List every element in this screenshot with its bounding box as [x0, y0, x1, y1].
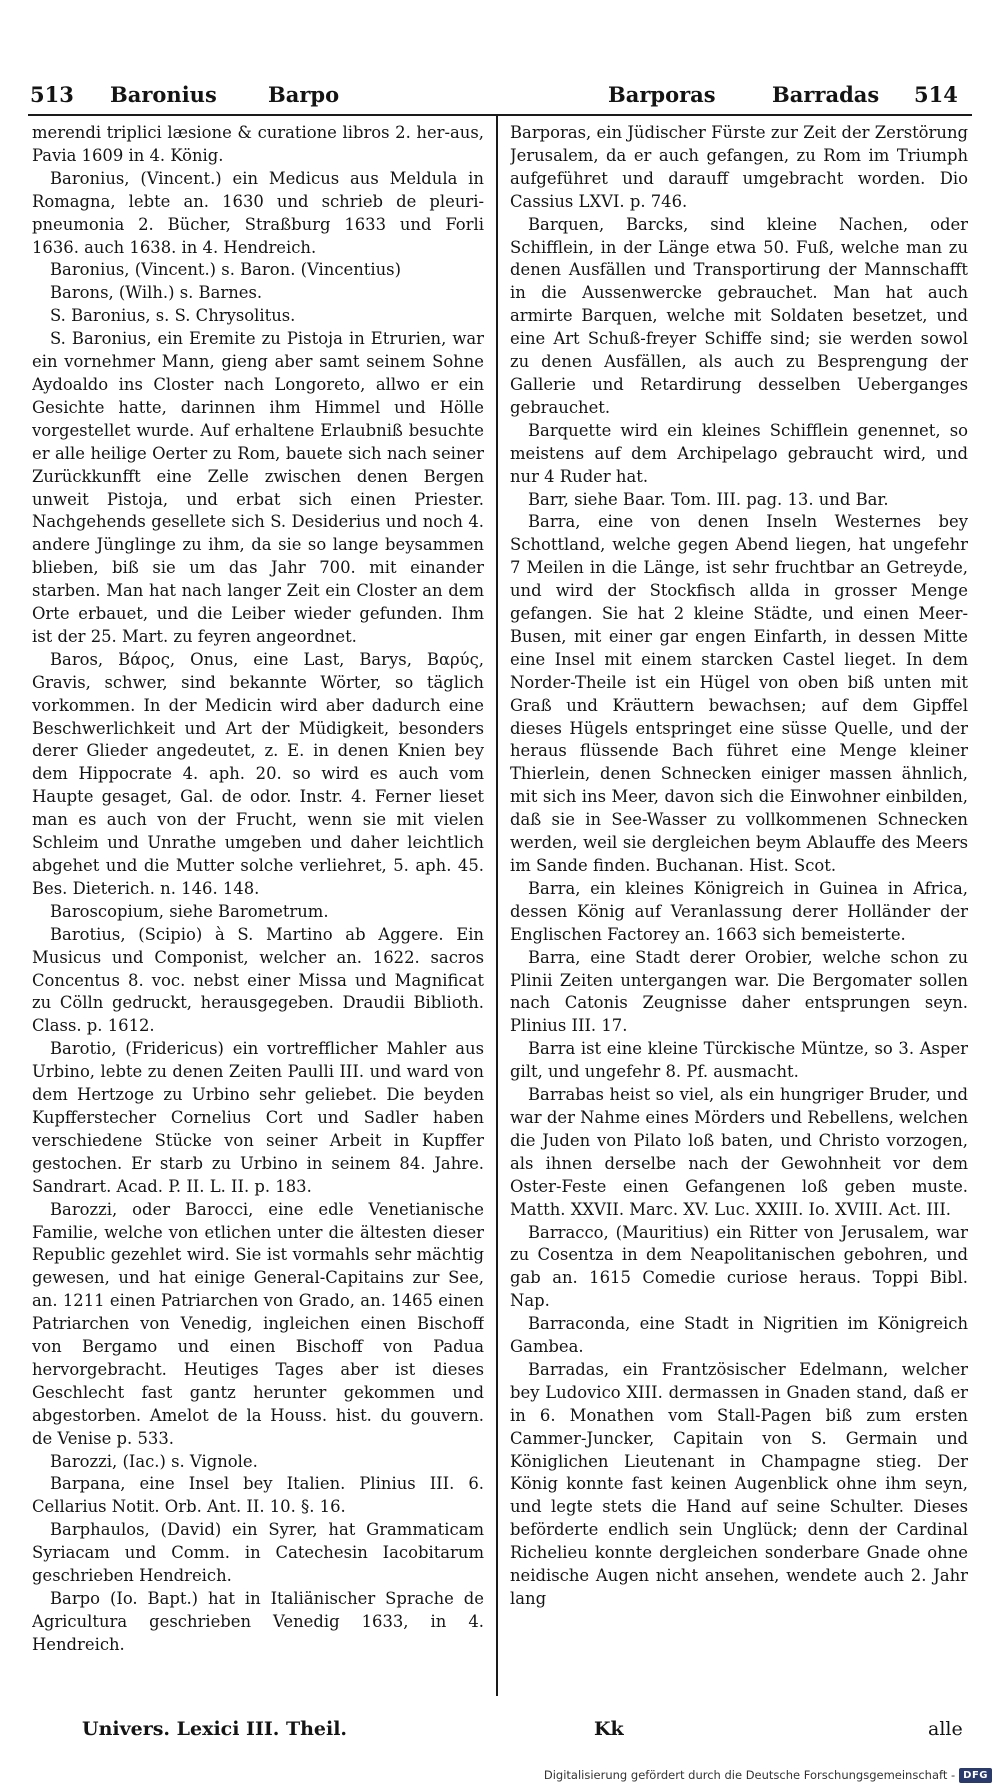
lexicon-entry: Barphaulos, (David) ein Syrer, hat Grammaticam Syriacam und Comm. in Catechesin Iacobitarum geschrieben Hendreich.	[32, 1520, 484, 1586]
left-column	[32, 122, 484, 1682]
header-word-barradas: Barradas	[772, 82, 880, 107]
lexicon-entry: Barra, eine von denen Inseln Westernes bey Schottland, welche gegen Abend liegen, hat ungefehr 7 Meilen in die Länge, ist sehr fruchtbar an Getreyde, und wird der Stockfisch allda in grosser Menge gefangen. Sie hat 2 kleine Städte, und einen Meer-Busen, mit einer gar engen Einfarth, in dessen Mitte eine Insel mit einem starcken Castel lieget. In dem Norder-Theile ist ein Hügel von oben biß unten mit Graß und Kräuttern bewachsen; auf dem Gipffel dieses Hügels entspringet eine süsse Quelle, und der heraus flüssende Bach führet eine Menge kleiner Thierlein, denen Schnecken einiger massen ähnlich, mit sich ins Meer, davon sich die Einwohner einbilden, daß sie in See-Wasser zu vollkommenen Schnecken werden, weil sie dergleichen beym Ablauffe des Meers im Sande finden. Buchanan. Hist. Scot.	[510, 512, 968, 875]
lexicon-entry: Barotio, (Fridericus) ein vortrefflicher Mahler aus Urbino, lebte zu denen Zeiten Paulli III. und ward von dem Hertzoge zu Urbino sehr geliebet. Die beyden Kupfferstecher Cornelius Cort und Sadler haben verschiedene Stücke von seiner Arbeit in Kupffer gestochen. Er starb zu Urbino in seinem 84. Jahre. Sandrart. Acad. P. II. L. II. p. 183.	[32, 1039, 484, 1196]
lexicon-entry: Baroscopium, siehe Barometrum.	[50, 901, 329, 921]
lexicon-entry: Barquette wird ein kleines Schifflein genennet, so meistens auf dem Archipelago gebraucht wird, und nur 4 Ruder hat.	[510, 420, 968, 486]
running-header	[28, 78, 972, 116]
lexicon-entry: Barra, ein kleines Königreich in Guinea in Africa, dessen König auf Veranlassung derer Holländer der Englischen Factorey an. 1663 sich bemeisterte.	[510, 878, 968, 944]
lexicon-entry: Baronius, (Vincent.) s. Baron. (Vincentius)	[50, 260, 401, 280]
lexicon-entry: Barpo (Io. Bapt.) hat in Italiänischer Sprache de Agricultura geschrieben Venedig 1633, in 4. Hendreich.	[32, 1589, 484, 1654]
column-divider	[496, 116, 498, 1696]
lexicon-entry: Barra ist eine kleine Türckische Müntze, so 3. Asper gilt, und ungefehr 8. Pf. ausmacht.	[510, 1039, 968, 1082]
lexicon-entry: Barraconda, eine Stadt in Nigritien im Königreich Gambea.	[510, 1314, 968, 1357]
lexicon-entry: Barozzi, (Iac.) s. Vignole.	[50, 1451, 258, 1471]
page-footer	[28, 1718, 972, 1748]
page-number-right: 514	[914, 82, 958, 107]
signature-line: Univers. Lexici III. Theil.	[82, 1718, 348, 1740]
lexicon-entry: S. Baronius, s. S. Chrysolitus.	[50, 306, 296, 326]
scanned-page	[28, 78, 972, 1740]
lexicon-entry: Baronius, (Vincent.) ein Medicus aus Meldula in Romagna, lebte an. 1630 und schrieb de pleuri-pneumonia 2. Bücher, Straßburg 1633 und Forli 1636. auch 1638. in 4. Hendreich.	[32, 168, 484, 257]
header-word-barpo: Barpo	[268, 82, 340, 107]
header-rule	[28, 114, 972, 116]
digitization-credit	[544, 1765, 992, 1785]
lexicon-entry: Barquen, Barcks, sind kleine Nachen, oder Schifflein, in der Länge etwa 50. Fuß, welche man zu denen Ausfällen und Transportirung der Mannschafft in die Aussenwercke gebrauchet. Man hat auch armirte Barquen, welche mit Soldaten besetzet, und eine Art Schuß-freyer Schiffe sind; sie werden sowol zu denen Ausfällen, als auch zu Besprengung der Gallerie und Retardirung desselben Ueberganges gebrauchet.	[510, 214, 968, 417]
header-word-barporas: Barporas	[608, 82, 716, 107]
lexicon-entry: Barpana, eine Insel bey Italien. Plinius III. 6. Cellarius Notit. Orb. Ant. II. 10. §. 16.	[32, 1474, 484, 1517]
lexicon-entry: Barons, (Wilh.) s. Barnes.	[50, 283, 263, 303]
lexicon-entry: Barracco, (Mauritius) ein Ritter von Jerusalem, war zu Cosentza in dem Neapolitanischen gebohren, und gab an. 1615 Comedie curiose heraus. Toppi Bibl. Nap.	[510, 1222, 968, 1311]
dfg-logo: DFG	[959, 1768, 992, 1783]
page-number-left: 513	[30, 82, 74, 107]
lexicon-entry: Barotius, (Scipio) à S. Martino ab Aggere. Ein Musicus und Componist, welcher an. 1622. sacros Concentus 8. voc. nebst einer Missa und Magnificat zu Cölln gedruckt, herausgegeben. Draudii Biblioth. Class. p. 1612.	[32, 924, 484, 1036]
lexicon-entry: Barporas, ein Jüdischer Fürste zur Zeit der Zerstörung Jerusalem, da er auch gefangen, zu Rom im Triumph aufgeführet und darauff umgebracht worden. Dio Cassius LXVI. p. 746.	[510, 123, 968, 211]
lexicon-entry: Barozzi, oder Barocci, eine edle Venetianische Familie, welche von etlichen unter die ältesten dieser Republic gezehlet wird. Sie ist vormahls sehr mächtig gewesen, und hat einige General-Capitains zur See, an. 1211 einen Patriarchen von Grado, an. 1465 einen Patriarchen von Venedig, ingleichen einen Bischoff von Bergamo und einen Bischoff von Padua hervorgebracht. Heutiges Tages aber ist dieses Geschlecht fast gantz herunter gekommen und abgestorben. Amelot de la Houss. hist. du gouvern. de Venise p. 533.	[32, 1199, 484, 1448]
header-word-baronius: Baronius	[110, 82, 217, 107]
lexicon-entry: S. Baronius, ein Eremite zu Pistoja in Etrurien, war ein vornehmer Mann, gieng aber samt seinem Sohne Aydoaldo ins Closter nach Longoreto, allwo er ein Gesichte hatte, darinnen ihm Himmel und Hölle vorgestellet wurde. Auf erhaltene Erlaubniß besuchte er alle heilige Oerter zu Rom, bauete sich nach seiner Zurückkunfft eine Zelle zwischen denen Bergen unweit Pistoja, und erbat sich einen Priester. Nachgehends gesellete sich S. Desiderius und noch 4. andere Jünglinge zu ihm, da sie so lange beysammen blieben, biß sie um das Jahr 700. mit einander starben. Man hat nach langer Zeit ein Closter an dem Orte erbauet, und die Leiber wieder gefunden. Ihm ist der 25. Mart. zu feyren angeordnet.	[32, 329, 484, 646]
lexicon-entry: Barr, siehe Baar. Tom. III. pag. 13. und Bar.	[528, 489, 889, 509]
lexicon-entry: Barrabas heist so viel, als ein hungriger Bruder, und war der Nahme eines Mörders und Rebellens, welchen die Juden von Pilato loß baten, und Christo vorzogen, als ihnen derselbe nach der Gewohnheit vor dem Oster-Feste einen Gefangenen loß geben muste. Matth. XXVII. Marc. XV. Luc. XXIII. Io. XVIII. Act. III.	[510, 1085, 968, 1219]
lexicon-entry: merendi triplici læsione & curatione libros 2. her-aus, Pavia 1609 in 4. König.	[32, 123, 484, 165]
digitization-text: Digitalisierung gefördert durch die Deutsche Forschungsgemeinschaft -	[543, 1768, 956, 1782]
lexicon-entry: Baros, Βάρος, Onus, eine Last, Barys, Βαρύς, Gravis, schwer, sind bekannte Wörter, so täglich vorkommen. In der Medicin wird aber dadurch eine Beschwerlichkeit und Art der Müdigkeit, besonders derer Glieder angedeutet, z. E. in denen Knien bey dem Hippocrate 4. aph. 20. so wird es auch vom Haupte gesaget, Gal. de odor. Instr. 4. Ferner lieset man es auch von der Frucht, wenn sie mit vielen Schleim und Unrathe umgeben und daher leichtlich abgehet und die Mutter solche verliehret, 5. aph. 45. Bes. Dieterich. n. 146. 148.	[32, 649, 484, 898]
lexicon-entry: Barra, eine Stadt derer Orobier, welche schon zu Plinii Zeiten untergangen war. Die Bergomater sollen nach Catonis Zeugnisse daher entsprungen seyn. Plinius III. 17.	[510, 947, 968, 1036]
right-column	[510, 122, 968, 1682]
lexicon-entry: Barradas, ein Frantzösischer Edelmann, welcher bey Ludovico XIII. dermassen in Gnaden stand, daß er in 6. Monathen vom Stall-Pagen biß zum ersten Cammer-Juncker, Capitain von S. Germain und Königlichen Lieutenant in Champagne stieg. Der König konnte fast keinen Augenblick ohne ihm seyn, und legte stets die Hand auf seine Schulter. Dieses beförderte endlich sein Unglück; denn der Cardinal Richelieu konnte dergleichen sonderbare Gnade ohne neidische Augen nicht ansehen, wendete auch 2. Jahr lang	[510, 1359, 968, 1608]
catchword: alle	[928, 1718, 963, 1740]
signature-mark: Kk	[594, 1718, 624, 1740]
